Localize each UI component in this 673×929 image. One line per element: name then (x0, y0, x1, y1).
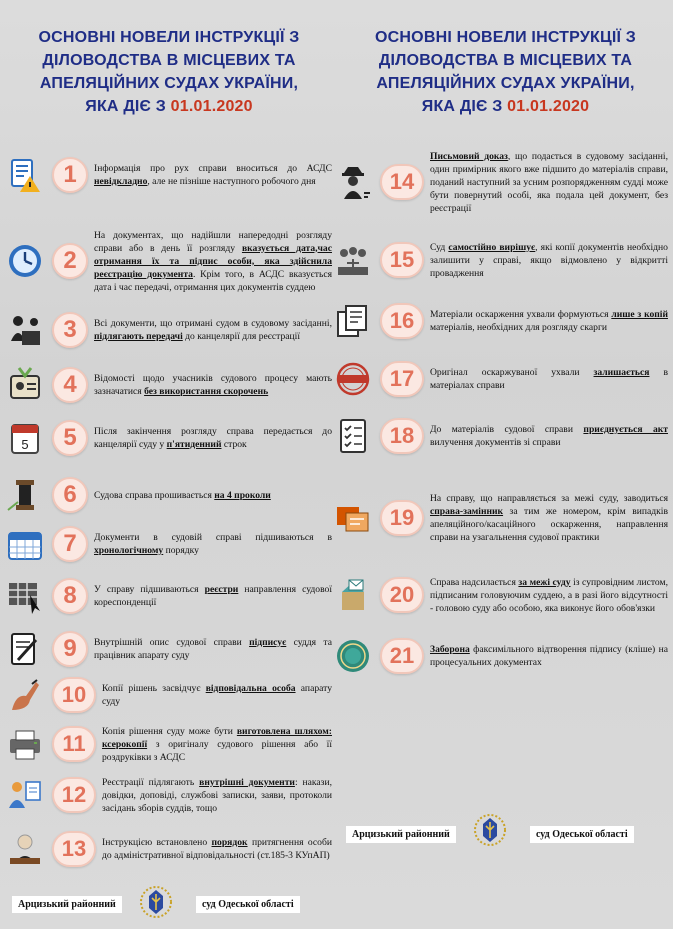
footer-court-right-1: Арцизький районний (346, 826, 456, 843)
item-text (102, 725, 332, 764)
item-text-post: порядку (163, 545, 199, 556)
page-title-left (0, 26, 338, 118)
novelty-item-4 (6, 367, 332, 403)
item-text-post: апарату суду (102, 683, 332, 707)
item-text (430, 423, 668, 449)
item-text-emphasis: без використання скорочень (144, 386, 269, 397)
item-text-pre: На документах, що надійшли напередодні розгляду справи або в день її розгляду (94, 229, 332, 254)
item-text-emphasis: Заборона (430, 644, 470, 655)
item-text-post: , які копії документів необхідно залишити у справі, якщо відмовлено у відкритті провадження (430, 241, 668, 279)
item-text (94, 425, 332, 451)
item-number-badge: 13 (52, 831, 96, 867)
item-text-emphasis: невідкладно (94, 176, 148, 187)
novelty-item-8 (6, 577, 332, 615)
court-emblem-icon-right (470, 808, 510, 852)
item-text-emphasis: п'ятиденний (166, 439, 222, 450)
novelty-item-2 (6, 222, 332, 300)
item-number-badge: 15 (380, 242, 424, 278)
item-text-emphasis: внутрішні документи (199, 776, 295, 788)
item-text-pre: Внутрішній опис судової справи (94, 637, 250, 648)
right-panel (338, 0, 673, 929)
item-text (94, 531, 332, 557)
item-number-badge: 16 (380, 303, 424, 339)
id-badge-icon (6, 366, 44, 404)
footer-court-left-1: Арцизький районний (12, 896, 122, 913)
document-sign-icon (6, 630, 44, 668)
item-text-pre: Оригінал оскаржуваної ухвали (430, 367, 594, 378)
folders-icon (334, 499, 372, 537)
novelty-item-13 (6, 824, 332, 874)
item-text (94, 372, 332, 398)
item-text-post: , що подається в судовому засіданні, один примірник якого вже підшито до матеріалів справи, поданий наступний за усним розпорядженням судді може бути повернутий особі, яка подала цей документ, без реєстрації (430, 150, 668, 214)
novelty-item-1 (6, 152, 332, 198)
item-text-pre: Інструкцією встановлено (102, 837, 212, 848)
item-number-badge: 5 (52, 420, 88, 456)
printer-icon (6, 725, 44, 763)
item-text (94, 162, 332, 188)
office-workers-icon (6, 311, 44, 349)
item-text-post: з оригіналу судового рішення або її роздруківки з АСДС (102, 738, 332, 763)
item-text-pre: Відомості щодо учасників судового процесу мають зазначатися (94, 373, 332, 397)
item-number-badge: 17 (380, 361, 424, 397)
novelty-item-16 (334, 302, 668, 340)
item-text (102, 682, 332, 708)
item-number-badge: 1 (52, 157, 88, 193)
item-text (430, 241, 668, 280)
item-text (430, 576, 668, 615)
clock-icon (6, 242, 44, 280)
title-line-1: ОСНОВНІ НОВЕЛИ ІНСТРУКЦІЇ З (38, 29, 300, 46)
page-title-right (338, 26, 673, 118)
item-text-pre: Документи в судовій справі підшиваються в (94, 532, 332, 543)
item-text (94, 636, 332, 662)
item-text-pre: Реєстрації підлягають (102, 776, 200, 788)
document-warning-icon (6, 156, 44, 194)
footer-court-left-2: суд Одеської області (196, 896, 300, 913)
title-line-4: ЯКА ДІЄ З (421, 98, 508, 115)
item-text-pre: На справу, що направляється за межі суду, заводиться (430, 493, 668, 504)
novelty-item-5 (6, 419, 332, 457)
title-date: 01.01.2020 (170, 98, 253, 115)
item-number-badge: 14 (380, 164, 424, 200)
item-text-emphasis: виготовлена шляхом: ксерокопії (102, 725, 332, 750)
item-text (430, 492, 668, 544)
item-text-emphasis: самостійно вирішує (448, 241, 536, 253)
item-text-emphasis: лише з копій (611, 309, 668, 320)
item-text (94, 317, 332, 343)
item-text-emphasis: порядок (211, 837, 248, 848)
item-text-emphasis: за межі суду (518, 576, 571, 588)
item-text-emphasis: вказується дата,час отримання їх та підпис особи, яка здійснила реєстрацію документа (94, 242, 332, 280)
item-text-pre: Копії рішень засвідчує (102, 683, 206, 694)
item-text-emphasis: на 4 проколи (214, 489, 271, 501)
item-text (102, 776, 332, 815)
item-text (94, 229, 332, 294)
novelty-item-11 (6, 722, 332, 766)
item-text (430, 308, 668, 334)
judge-icon (6, 830, 44, 868)
item-text-pre: У справу підшиваються (94, 584, 205, 595)
item-number-badge: 3 (52, 312, 88, 348)
item-text-post: : накази, довідки, доповіді, службові записки, заяви, протоколи засідань зборів суддів, тощо (102, 776, 332, 814)
item-text-pre: Справа надсилається (430, 576, 519, 588)
novelty-item-6 (6, 479, 332, 511)
item-text-pre: Суд (430, 241, 449, 253)
footer-court-right-2: суд Одеської області (530, 826, 634, 843)
item-text-emphasis: підлягають передачі (94, 331, 183, 342)
item-text-emphasis: хронологічному (94, 545, 164, 556)
item-text-emphasis: справа-замінник (430, 506, 504, 517)
svg-text:5: 5 (21, 437, 29, 452)
item-number-badge: 6 (52, 477, 88, 513)
novelty-item-10 (6, 676, 332, 714)
novelty-item-14 (334, 146, 668, 218)
item-number-badge: 2 (52, 243, 88, 279)
item-text-emphasis: Письмовий доказ (430, 150, 508, 162)
original-stamp-icon (334, 360, 372, 398)
item-number-badge: 10 (52, 677, 96, 713)
item-text-pre: Судова справа прошивається (94, 489, 215, 501)
stamp-seal-icon (334, 637, 372, 675)
court-scales-icon (334, 241, 372, 279)
item-text-post: факсимільного відтворення підпису (кліше) на процесуальних документах (430, 644, 668, 668)
item-text-post: . Крім того, в АСДС вказується дата і час передачі, отримання цих документів суддею (94, 268, 333, 293)
item-number-badge: 20 (380, 577, 424, 613)
item-text (94, 489, 332, 502)
novelty-item-12 (6, 772, 332, 818)
thread-spool-icon (6, 476, 44, 514)
item-text-post: за тим же номером, крім випадків апеляційного/касаційного оскарження, направлення справи на узагальнення судової практики (430, 506, 668, 543)
novelty-item-15 (334, 236, 668, 284)
item-text-post: в матеріалах справи (430, 367, 668, 391)
item-number-badge: 18 (380, 418, 424, 454)
people-documents-icon (6, 776, 44, 814)
item-text (94, 583, 332, 609)
item-text-emphasis: відповідальна особа (205, 683, 296, 694)
item-number-badge: 11 (52, 726, 96, 762)
novelty-item-21 (334, 636, 668, 676)
item-text-pre: Після закінчення розгляду справа передається до канцелярії суду у (94, 426, 332, 450)
item-text-post: притягнення особи до адміністративної відповідальності (ст.185-3 КУпАП) (102, 837, 332, 861)
novelty-item-18 (334, 414, 668, 458)
novelty-item-17 (334, 362, 668, 396)
item-number-badge: 8 (52, 578, 88, 614)
item-text-emphasis: реєстри (204, 584, 239, 595)
title-line-4: ЯКА ДІЄ З (85, 98, 171, 115)
title-line-1: ОСНОВНІ НОВЕЛИ ІНСТРУКЦІЇ З (375, 29, 636, 46)
item-text-pre: Матеріали оскарження ухвали формуються (430, 309, 612, 320)
item-text-pre: До матеріалів судової справи (430, 424, 584, 435)
item-text (430, 366, 668, 392)
item-text-emphasis: приєднується акт (583, 424, 668, 435)
calendar-grid-icon (6, 525, 44, 563)
item-text-post: строк (221, 439, 247, 450)
item-text (430, 150, 668, 215)
court-emblem-icon (136, 880, 176, 924)
title-date: 01.01.2020 (507, 98, 590, 115)
novelty-item-19 (334, 482, 668, 554)
title-line-2: ДІЛОВОДСТВА В МІСЦЕВИХ ТА (42, 52, 296, 69)
item-number-badge: 7 (52, 526, 88, 562)
item-number-badge: 4 (52, 367, 88, 403)
hand-pen-icon (6, 676, 44, 714)
item-text-post: до канцелярії для реєстрації (182, 331, 301, 342)
item-text-pre: Інформація про рух справи вноситься до АСДС (94, 163, 332, 174)
title-line-3: АПЕЛЯЦІЙНИХ СУДАХ УКРАЇНИ, (376, 75, 635, 92)
item-text-post: матеріалів, необхідних для розгляду скарги (430, 322, 608, 333)
mail-box-icon (334, 576, 372, 614)
register-cursor-icon (6, 577, 44, 615)
detective-icon (334, 163, 372, 201)
item-text-post: суддя та працівник апарату суду (94, 637, 332, 661)
item-number-badge: 19 (380, 500, 424, 536)
item-text (102, 836, 332, 862)
item-text-post: , але не пізніше наступного робочого дня (147, 176, 316, 187)
item-text-emphasis: підписує (249, 637, 287, 648)
novelty-item-20 (334, 566, 668, 624)
novelty-item-9 (6, 630, 332, 668)
item-number-badge: 12 (52, 777, 96, 813)
item-text (430, 643, 668, 669)
item-text-emphasis: залишається (593, 367, 650, 378)
item-text-pre: Всі документи, що отримані судом в судовому засіданні, (94, 318, 332, 329)
item-number-badge: 9 (52, 631, 88, 667)
title-line-2: ДІЛОВОДСТВА В МІСЦЕВИХ ТА (378, 52, 633, 69)
checklist-icon (334, 417, 372, 455)
item-text-pre: Копія рішення суду може бути (102, 725, 237, 737)
item-text-post: вилучення документів зі справи (430, 437, 561, 448)
item-text-post: із супровідним листом, підписаним головуючим суддею, а в разі його відсутності - головою суду або особою, яка виконує його обов'язки (430, 576, 668, 614)
title-line-3: АПЕЛЯЦІЙНИХ СУДАХ УКРАЇНИ, (39, 75, 299, 92)
item-number-badge: 21 (380, 638, 424, 674)
papers-stack-icon (334, 302, 372, 340)
novelty-item-3 (6, 306, 332, 354)
calendar-monday-icon (6, 419, 44, 457)
item-text-post: направлення судової кореспонденції (94, 584, 333, 608)
novelty-item-7 (6, 526, 332, 562)
